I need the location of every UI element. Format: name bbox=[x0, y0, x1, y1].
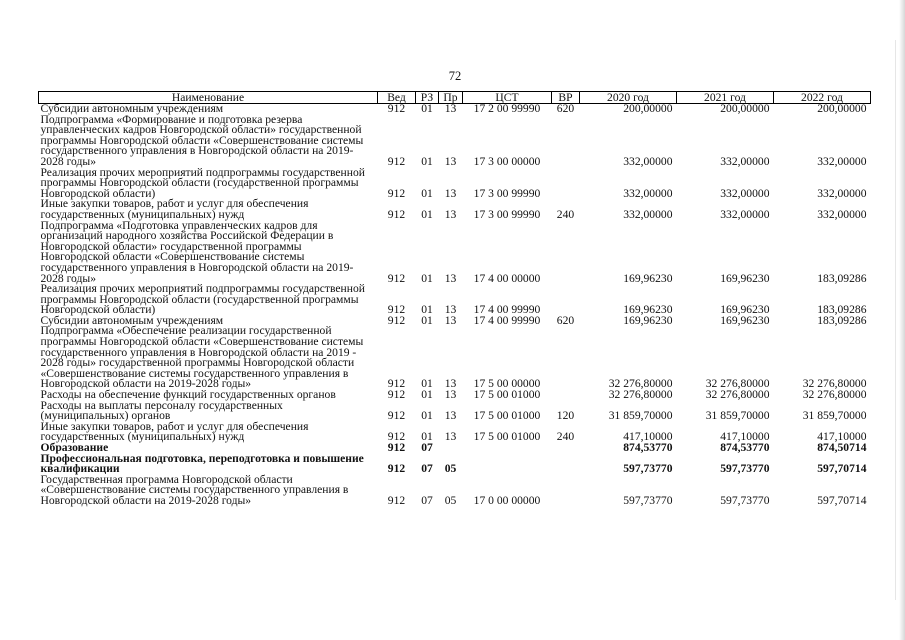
row-rz-cell: 01 bbox=[421, 430, 433, 444]
row-vr-cell bbox=[552, 475, 580, 507]
row-rz-cell: 07 bbox=[421, 462, 433, 476]
row-pr-cell: 13 bbox=[444, 430, 457, 444]
row-vr-cell bbox=[552, 326, 580, 390]
header-vr: ВР bbox=[552, 92, 580, 104]
row-pr-cell bbox=[439, 443, 463, 454]
row-ved-cell: 912 bbox=[387, 313, 406, 327]
row-name-cell: Расходы на обеспечение функций государственных органов bbox=[40, 388, 336, 402]
row-rz-cell: 01 bbox=[421, 388, 433, 402]
row-cst-cell: 17 0 00 00000 bbox=[473, 493, 541, 507]
row-cst-cell: 17 3 00 99990 bbox=[473, 186, 541, 200]
header-2020: 2020 год bbox=[580, 92, 677, 104]
row-2020-cell: 332,00000 bbox=[623, 154, 673, 168]
row-ved-cell: 912 bbox=[387, 154, 406, 168]
row-rz-cell: 07 bbox=[421, 493, 433, 507]
row-cst-cell: 17 3 00 00000 bbox=[473, 154, 541, 168]
row-cst-cell: 17 2 00 99990 bbox=[473, 102, 541, 115]
table-row bbox=[39, 454, 871, 475]
row-name-cell: Иные закупки товаров, работ и услуг для обеспечения государственных (муниципальных) нужд bbox=[40, 419, 309, 444]
row-ved-cell: 912 bbox=[387, 102, 406, 115]
row-vr-cell: 120 bbox=[556, 409, 575, 423]
row-2022-cell: 183,09286 bbox=[817, 303, 867, 317]
row-name-cell: Подпрограмма «Обеспечение реализации государственной программы Новгородской области «Совершенствование системы государственного управления в Новгородской области на 2019 - 2028 годы» государственной программы Новгородской области «Совершенствование системы государственного управления в Новгородской области на 2019-2028 годы» bbox=[40, 324, 364, 391]
page-edge-shadow bbox=[899, 0, 905, 640]
table-row bbox=[39, 168, 871, 200]
row-2020-cell: 597,73770 bbox=[623, 462, 673, 476]
row-2020-cell: 169,96230 bbox=[623, 313, 673, 327]
row-ved-cell: 912 bbox=[387, 271, 406, 285]
row-2021-cell: 874,53770 bbox=[720, 441, 770, 454]
table-row bbox=[39, 284, 871, 316]
row-rz-cell: 01 bbox=[421, 313, 433, 327]
row-name-cell: Образование bbox=[40, 441, 109, 454]
row-ved-cell: 912 bbox=[387, 462, 406, 476]
row-cst-cell: 17 4 00 99990 bbox=[473, 303, 541, 317]
header-rz: РЗ bbox=[416, 92, 439, 104]
row-cst-cell bbox=[463, 443, 552, 454]
row-2022-cell: 183,09286 bbox=[817, 313, 867, 327]
row-ved-cell: 912 bbox=[387, 377, 406, 391]
row-2022-cell: 417,10000 bbox=[817, 430, 867, 444]
row-2022-cell: 332,00000 bbox=[817, 186, 867, 200]
row-rz-cell: 01 bbox=[421, 303, 433, 317]
row-rz-cell: 07 bbox=[421, 441, 433, 454]
row-name-cell: Профессиональная подготовка, переподготовка и повышение квалификации bbox=[40, 451, 364, 476]
row-2020-cell: 332,00000 bbox=[623, 186, 673, 200]
row-2021-cell: 31 859,70000 bbox=[705, 409, 770, 423]
header-2022: 2022 год bbox=[774, 92, 871, 104]
row-pr-cell: 13 bbox=[444, 303, 457, 317]
row-name-cell: Реализация прочих мероприятий подпрограммы государственной программы Новгородской области (государственной программы Новгородской области) bbox=[40, 282, 365, 317]
row-vr-cell bbox=[552, 454, 580, 475]
row-2020-cell: 32 276,80000 bbox=[608, 377, 673, 391]
row-pr-cell: 05 bbox=[444, 462, 457, 476]
row-2022-cell: 597,70714 bbox=[817, 462, 867, 476]
table-row bbox=[39, 199, 871, 220]
row-rz-cell: 01 bbox=[421, 154, 433, 168]
row-rz-cell: 01 bbox=[421, 271, 433, 285]
row-vr-cell bbox=[552, 443, 580, 454]
row-cst-cell: 17 3 00 99990 bbox=[473, 207, 541, 221]
table-row bbox=[39, 326, 871, 390]
row-2022-cell: 32 276,80000 bbox=[802, 388, 867, 402]
row-cst-cell: 17 5 00 00000 bbox=[473, 377, 541, 391]
row-pr-cell: 13 bbox=[444, 186, 457, 200]
row-name-cell: Подпрограмма «Формирование и подготовка резерва управленческих кадров Новгородской области» государственной программы Новгородской области «Совершенствование системы государственного управления в Новгородской области на 2019-2028 годы» bbox=[40, 112, 364, 168]
row-2021-cell: 332,00000 bbox=[720, 207, 770, 221]
row-pr-cell: 13 bbox=[444, 207, 457, 221]
row-pr-cell: 13 bbox=[444, 271, 457, 285]
row-2022-cell: 183,09286 bbox=[817, 271, 867, 285]
row-name-cell: Субсидии автономным учреждениям bbox=[40, 102, 224, 115]
row-vr-cell bbox=[552, 115, 580, 168]
row-2020-cell: 597,73770 bbox=[623, 493, 673, 507]
row-vr-cell: 620 bbox=[556, 102, 575, 115]
row-cst-cell: 17 5 00 01000 bbox=[473, 409, 541, 423]
row-ved-cell: 912 bbox=[387, 430, 406, 444]
row-2022-cell: 332,00000 bbox=[817, 207, 867, 221]
row-ved-cell: 912 bbox=[387, 186, 406, 200]
row-pr-cell: 13 bbox=[444, 313, 457, 327]
header-2021: 2021 год bbox=[677, 92, 774, 104]
row-pr-cell: 05 bbox=[444, 493, 457, 507]
row-2020-cell: 169,96230 bbox=[623, 303, 673, 317]
row-2020-cell: 31 859,70000 bbox=[608, 409, 673, 423]
table-row bbox=[39, 221, 871, 285]
row-ved-cell: 912 bbox=[387, 207, 406, 221]
row-2021-cell: 597,73770 bbox=[720, 493, 770, 507]
page-edge-line bbox=[895, 40, 896, 600]
row-2021-cell: 169,96230 bbox=[720, 313, 770, 327]
row-pr-cell: 13 bbox=[444, 409, 457, 423]
page-number: 72 bbox=[448, 69, 462, 83]
header-ved: Вед bbox=[378, 92, 416, 104]
row-vr-cell: 240 bbox=[556, 430, 575, 444]
row-2022-cell: 200,00000 bbox=[817, 102, 867, 115]
row-vr-cell bbox=[552, 221, 580, 285]
row-2021-cell: 417,10000 bbox=[720, 430, 770, 444]
row-2022-cell: 32 276,80000 bbox=[802, 377, 867, 391]
row-ved-cell: 912 bbox=[387, 303, 406, 317]
row-2020-cell: 874,53770 bbox=[623, 441, 673, 454]
row-2021-cell: 32 276,80000 bbox=[705, 377, 770, 391]
row-2021-cell: 332,00000 bbox=[720, 186, 770, 200]
row-name-cell: Государственная программа Новгородской области «Совершенствование системы государственного управления в Новгородской области на 2019-2028 годы» bbox=[40, 472, 349, 507]
row-ved-cell: 912 bbox=[387, 493, 406, 507]
row-2022-cell: 874,50714 bbox=[817, 441, 867, 454]
row-2021-cell: 169,96230 bbox=[720, 271, 770, 285]
row-rz-cell: 01 bbox=[421, 377, 433, 391]
row-2021-cell: 32 276,80000 bbox=[705, 388, 770, 402]
row-2020-cell: 417,10000 bbox=[623, 430, 673, 444]
header-cst: ЦСТ bbox=[463, 92, 552, 104]
row-2020-cell: 169,96230 bbox=[623, 271, 673, 285]
row-2020-cell: 332,00000 bbox=[623, 207, 673, 221]
row-pr-cell: 13 bbox=[444, 377, 457, 391]
row-rz-cell: 01 bbox=[421, 186, 433, 200]
row-vr-cell bbox=[552, 390, 580, 401]
row-rz-cell: 01 bbox=[421, 207, 433, 221]
row-vr-cell: 620 bbox=[556, 313, 575, 327]
row-rz-cell: 01 bbox=[421, 102, 433, 115]
row-cst-cell bbox=[463, 454, 552, 475]
table-body bbox=[39, 104, 871, 507]
row-cst-cell: 17 4 00 00000 bbox=[473, 271, 541, 285]
row-cst-cell: 17 5 00 01000 bbox=[473, 430, 541, 444]
header-name: Наименование bbox=[39, 92, 378, 104]
header-pr: Пр bbox=[439, 92, 463, 104]
row-2022-cell: 31 859,70000 bbox=[802, 409, 867, 423]
table-row bbox=[39, 422, 871, 443]
row-vr-cell: 240 bbox=[556, 207, 575, 221]
row-2022-cell: 332,00000 bbox=[817, 154, 867, 168]
row-name-cell: Иные закупки товаров, работ и услуг для обеспечения государственных (муниципальных) нужд bbox=[40, 197, 309, 221]
row-pr-cell: 13 bbox=[444, 154, 457, 168]
row-ved-cell: 912 bbox=[387, 409, 406, 423]
table-row bbox=[39, 401, 871, 422]
row-pr-cell: 13 bbox=[444, 388, 457, 402]
row-ved-cell: 912 bbox=[387, 388, 406, 402]
row-vr-cell bbox=[552, 168, 580, 200]
table-row bbox=[39, 475, 871, 507]
row-cst-cell: 17 4 00 99990 bbox=[473, 313, 541, 327]
row-name-cell: Реализация прочих мероприятий подпрограммы государственной программы Новгородской области (государственной программы Новгородской области) bbox=[40, 165, 365, 200]
row-rz-cell: 01 bbox=[421, 409, 433, 423]
row-2021-cell: 169,96230 bbox=[720, 303, 770, 317]
row-pr-cell: 13 bbox=[444, 102, 457, 115]
row-name-cell: Расходы на выплаты персоналу государственных (муниципальных) органов bbox=[40, 398, 283, 423]
row-name-cell: Субсидии автономным учреждениям bbox=[40, 313, 224, 327]
table-row bbox=[39, 115, 871, 168]
row-ved-cell: 912 bbox=[387, 441, 406, 454]
row-2022-cell: 597,70714 bbox=[817, 493, 867, 507]
row-2021-cell: 200,00000 bbox=[720, 102, 770, 115]
row-2020-cell: 32 276,80000 bbox=[608, 388, 673, 402]
row-2021-cell: 332,00000 bbox=[720, 154, 770, 168]
row-2021-cell: 597,73770 bbox=[720, 462, 770, 476]
row-name-cell: Подпрограмма «Подготовка управленческих кадров для организаций народного хозяйства Российской Федерации в Новгородской области» государственной программы Новгородской области «Совершенствование системы государственного управления в Новгородской области на 2019-2028 годы» bbox=[40, 218, 354, 285]
row-cst-cell: 17 5 00 01000 bbox=[473, 388, 541, 402]
budget-table bbox=[38, 91, 871, 507]
row-2020-cell: 200,00000 bbox=[623, 102, 673, 115]
row-vr-cell bbox=[552, 284, 580, 316]
